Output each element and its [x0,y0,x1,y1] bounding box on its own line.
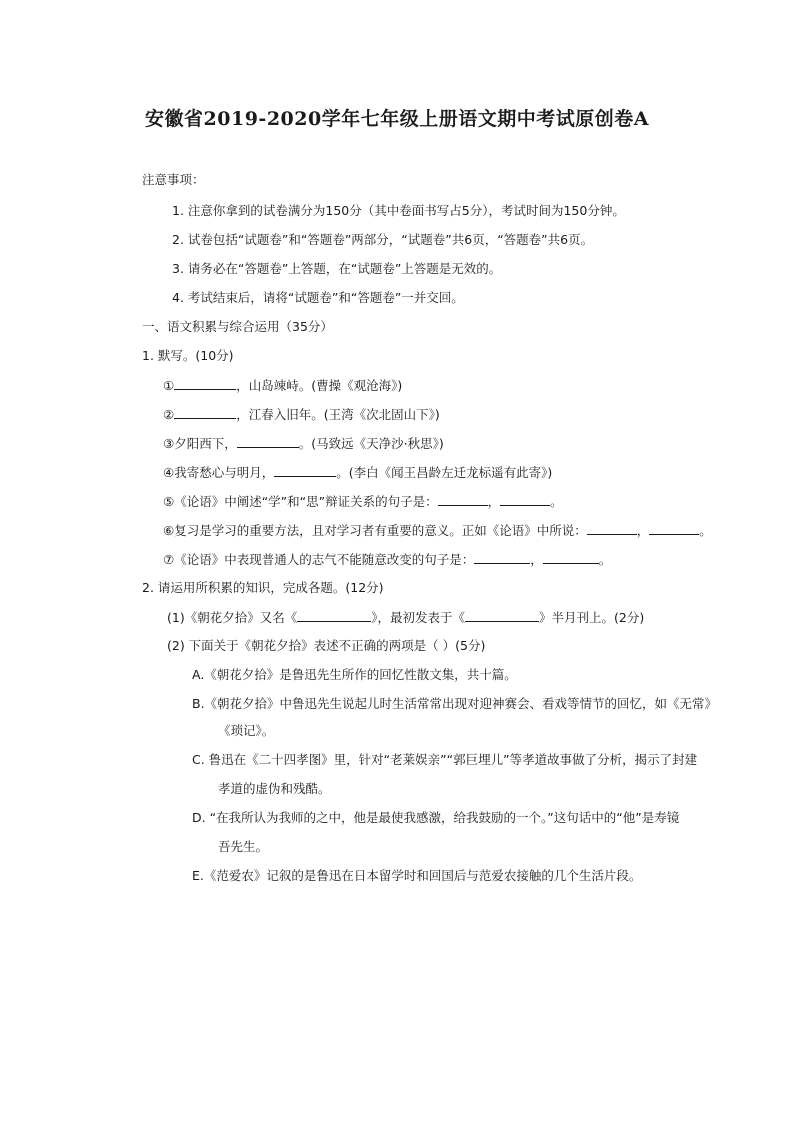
answer-blank[interactable] [587,522,637,535]
option-d-line-2: 吾先生。 [218,839,269,854]
option-b-line-2: 《琐记》。 [218,723,275,738]
answer-blank[interactable] [465,609,539,622]
q1-item-4-pre: ④我寄愁心与明月， [163,465,275,480]
answer-blank[interactable] [543,551,599,564]
option-b-line-1: B.《朝花夕拾》中鲁迅先生说起儿时生活常常出现对迎神赛会、看戏等情节的回忆，如《无常》 [192,696,718,711]
page-title: 安徽省2019-2020学年七年级上册语文期中考试原创卷A [145,108,649,130]
answer-blank[interactable] [274,464,336,477]
answer-blank[interactable] [297,609,371,622]
q2-sub-1 [167,609,644,626]
note-item-3: 3. 请务必在“答题卷”上答题，在“试题卷”上答题是无效的。 [172,261,502,276]
q1-item-6-post: 。 [699,523,712,538]
option-d-line-1: D. “在我所认为我师的之中，他是最使我感激，给我鼓励的一个。”这句话中的“他”是寿镜 [192,810,680,825]
answer-blank[interactable] [474,551,530,564]
question-1-stem: 1. 默写。(10分) [142,348,234,363]
answer-blank[interactable] [500,493,550,506]
note-item-2: 2. 试卷包括“试题卷”和“答题卷”两部分，“试题卷”共6页，“答题卷”共6页。 [172,232,594,247]
q1-item-2 [163,406,440,423]
q1-item-1-post: ，山岛竦峙。(曹操《观沧海》) [236,378,403,393]
q1-item-1 [163,377,402,394]
q1-item-2-pre: ② [163,407,175,422]
q1-item-6-mid: ， [636,523,650,538]
q1-item-5-post: 。 [550,494,563,509]
q1-item-6-pre: ⑥复习是学习的重要方法，且对学习者有重要的意义。正如《论语》中所说： [163,523,587,538]
q1-item-4-post: 。(李白《闻王昌龄左迁龙标遥有此寄》) [336,465,553,480]
answer-blank[interactable] [174,406,236,419]
q1-item-2-post: ，江春入旧年。(王湾《次北固山下》) [236,407,440,422]
q1-item-5-pre: ⑤《论语》中阐述“学”和“思”辩证关系的句子是： [163,494,438,509]
question-2-stem: 2. 请运用所积累的知识，完成各题。(12分) [142,580,384,595]
option-e: E.《范爱农》记叙的是鲁迅在日本留学时和回国后与范爱农接触的几个生活片段。 [192,868,642,883]
note-item-1: 1. 注意你拿到的试卷满分为150分（其中卷面书写占5分），考试时间为150分钟。 [172,203,625,218]
notes-heading: 注意事项： [142,172,205,187]
option-c-line-2: 孝道的虚伪和残酷。 [218,781,331,796]
q1-item-3-pre: ③夕阳西下， [163,436,237,451]
q1-item-7-pre: ⑦《论语》中表现普通人的志气不能随意改变的句子是： [163,552,475,567]
q1-item-5 [163,493,563,510]
option-c-line-1: C. 鲁迅在《二十四孝图》里，针对“老莱娱亲”“郭巨埋儿”等孝道故事做了分析，揭示了封建 [192,752,698,767]
answer-blank[interactable] [649,522,699,535]
answer-blank[interactable] [438,493,488,506]
q1-item-6 [163,522,712,539]
answer-blank[interactable] [174,377,236,390]
option-a: A.《朝花夕拾》是鲁迅先生所作的回忆性散文集，共十篇。 [192,667,517,682]
note-item-4: 4. 考试结束后，请将“试题卷”和“答题卷”一并交回。 [172,290,464,305]
answer-blank[interactable] [237,435,299,448]
q1-item-1-pre: ① [163,378,175,393]
q1-item-5-mid: ， [487,494,501,509]
q2-sub-1-b: 》，最初发表于《 [371,610,465,625]
q2-sub-2: (2) 下面关于《朝花夕拾》表述不正确的两项是（ ）(5分) [167,638,486,653]
q1-item-7-post: 。 [598,552,612,567]
q2-sub-1-c: 》半月刊上。(2分) [538,610,645,625]
q1-item-3-post: 。(马致远《天净沙·秋思》) [298,436,444,451]
q1-item-7 [163,551,611,568]
q2-sub-1-a: (1)《朝花夕拾》又名《 [167,610,298,625]
section-heading: 一、语文积累与综合运用（35分） [142,319,333,334]
q1-item-3 [163,435,444,452]
q1-item-4 [163,464,552,481]
q1-item-7-mid: ， [530,552,543,567]
